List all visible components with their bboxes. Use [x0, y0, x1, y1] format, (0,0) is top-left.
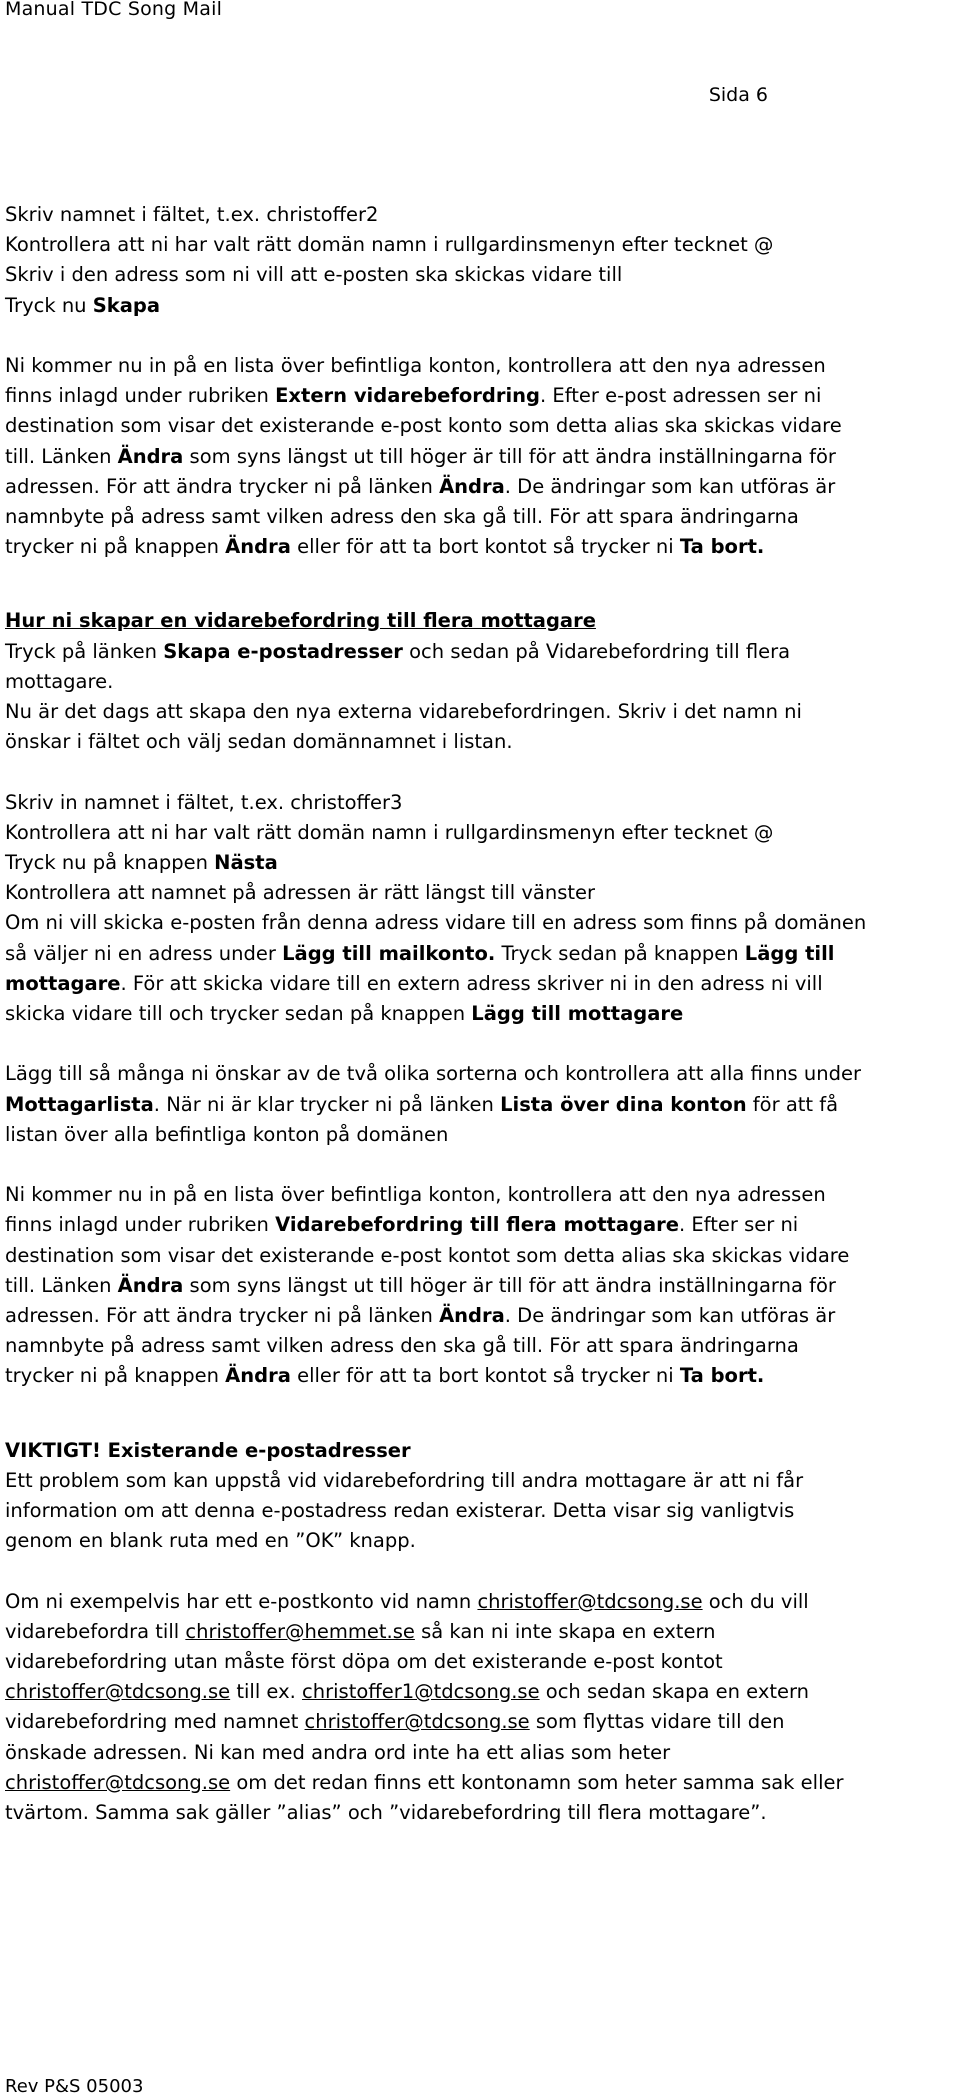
text-line	[5, 1768, 960, 1798]
paragraph-spacer	[5, 1029, 960, 1059]
text-run: Kontrollera att namnet på adressen är rätt längst till vänster	[5, 881, 596, 905]
text-line	[5, 999, 960, 1029]
text-line	[5, 1059, 960, 1089]
text-run: och du vill	[702, 1589, 809, 1613]
paragraph-spacer	[5, 1392, 960, 1436]
text-line	[5, 502, 960, 532]
text-line	[5, 1647, 960, 1677]
bold-term: Extern vidarebefordring	[275, 384, 540, 408]
text-line	[5, 1331, 960, 1361]
text-run: eller för att ta bort kontot så trycker ni	[290, 535, 680, 559]
bold-term: Ändra	[117, 1273, 184, 1297]
text-run: vidarebefordring med namnet	[5, 1710, 305, 1734]
text-run: information om att denna e-postadress redan existerar. Detta visar sig vanligtvis	[5, 1499, 795, 1523]
bold-term: Lista över dina konton	[500, 1092, 747, 1116]
text-run: Ni kommer nu in på en lista över befintliga konton, kontrollera att den nya adressen	[5, 1183, 826, 1207]
bold-term: Vidarebefordring till flera mottagare	[275, 1213, 679, 1237]
text-line	[5, 1361, 960, 1391]
text-run: Ett problem som kan uppstå vid vidarebefordring till andra mottagare är att ni får	[5, 1468, 804, 1492]
text-line	[5, 1120, 960, 1150]
page-number: Sida 6	[708, 84, 768, 106]
bold-term: Ändra	[117, 444, 184, 468]
paragraph-spacer	[5, 1556, 960, 1586]
text-run: och sedan på Vidarebefordring till flera	[402, 639, 791, 663]
bold-term: Ta bort.	[679, 535, 765, 559]
text-line	[5, 878, 960, 908]
text-run: önskade adressen. Ni kan med andra ord inte ha ett alias som heter	[5, 1740, 671, 1764]
paragraph	[5, 200, 960, 321]
text-line	[5, 969, 960, 999]
text-run: finns inlagd under rubriken	[5, 384, 276, 408]
paragraph-spacer	[5, 321, 960, 351]
paragraph	[5, 351, 960, 562]
text-run: Skriv in namnet i fältet, t.ex. christoffer3	[5, 790, 403, 814]
text-line	[5, 1677, 960, 1707]
bold-term: Skapa	[92, 293, 161, 317]
text-run: adressen. För att ändra trycker ni på länken	[5, 474, 440, 498]
bold-term: mottagare	[5, 971, 121, 995]
text-run: skicka vidare till och trycker sedan på knappen	[5, 1002, 472, 1026]
text-line	[5, 1210, 960, 1240]
text-run: . När ni är klar trycker ni på länken	[153, 1092, 501, 1116]
text-line	[5, 1798, 960, 1828]
text-line	[5, 818, 960, 848]
text-line	[5, 1301, 960, 1331]
text-run: om det redan finns ett kontonamn som heter samma sak eller	[230, 1770, 844, 1794]
bold-term: Ta bort.	[679, 1364, 765, 1388]
text-line	[5, 1180, 960, 1210]
text-run: så väljer ni en adress under	[5, 941, 283, 965]
text-run: Lägg till så många ni önskar av de två olika sorterna och kontrollera att alla finns under	[5, 1062, 862, 1086]
text-line	[5, 200, 960, 230]
text-line	[5, 908, 960, 938]
paragraph	[5, 1180, 960, 1391]
text-run: trycker ni på knappen	[5, 535, 226, 559]
text-line	[5, 727, 960, 757]
paragraph	[5, 1436, 960, 1557]
text-run: till ex.	[230, 1680, 303, 1704]
text-line	[5, 1587, 960, 1617]
paragraph-spacer	[5, 1150, 960, 1180]
text-line	[5, 1271, 960, 1301]
bold-term: Skapa e-postadresser	[163, 639, 403, 663]
bold-term: VIKTIGT! Existerande e-postadresser	[5, 1438, 411, 1462]
email-link[interactable]: christoffer@hemmet.se	[185, 1619, 415, 1643]
text-run: som syns längst ut till höger är till för att ändra inställningarna för	[183, 1273, 836, 1297]
paragraph	[5, 788, 960, 1030]
paragraph	[5, 606, 960, 757]
text-run: adressen. För att ändra trycker ni på länken	[5, 1304, 440, 1328]
text-line	[5, 1090, 960, 1120]
document-header-title: Manual TDC Song Mail	[5, 0, 223, 20]
text-line	[5, 848, 960, 878]
text-line	[5, 1707, 960, 1737]
text-run: tvärtom. Samma sak gäller ”alias” och ”vidarebefordring till flera mottagare”.	[5, 1801, 767, 1825]
paragraph	[5, 1587, 960, 1829]
text-line	[5, 381, 960, 411]
text-run: som syns längst ut till höger är till för att ändra inställningarna för	[183, 444, 836, 468]
paragraph-spacer	[5, 562, 960, 606]
text-run: . För att skicka vidare till en extern adress skriver ni in den adress ni vill	[120, 971, 823, 995]
text-run: finns inlagd under rubriken	[5, 1213, 276, 1237]
text-run: genom en blank ruta med en ”OK” knapp.	[5, 1529, 416, 1553]
text-run: destination som visar det existerande e-post kontot som detta alias ska skickas vidare	[5, 1243, 850, 1267]
bold-term: Ändra	[225, 1364, 291, 1388]
text-run: till. Länken	[5, 444, 118, 468]
text-run: som flyttas vidare till den	[529, 1710, 785, 1734]
text-run: . De ändringar som kan utföras är	[504, 474, 836, 498]
email-link[interactable]: christoffer@tdcsong.se	[477, 1589, 703, 1613]
text-run: Ni kommer nu in på en lista över befintliga konton, kontrollera att den nya adressen	[5, 354, 826, 377]
text-run: önskar i fältet och välj sedan domännamnet i listan.	[5, 730, 513, 754]
text-line	[5, 260, 960, 290]
text-run: Nu är det dags att skapa den nya externa vidarebefordringen. Skriv i det namn ni	[5, 700, 802, 724]
text-line	[5, 351, 960, 381]
text-line	[5, 1617, 960, 1647]
text-run: Tryck nu	[5, 293, 93, 317]
text-run: och sedan skapa en extern	[539, 1680, 810, 1704]
text-run: listan över alla befintliga konton på domänen	[5, 1122, 449, 1146]
bold-term: Ändra	[439, 474, 505, 498]
text-line	[5, 411, 960, 441]
text-run: destination som visar det existerande e-post konto som detta alias ska skickas vidare	[5, 414, 842, 438]
text-line	[5, 1436, 960, 1466]
text-run: Skriv namnet i fältet, t.ex. christoffer2	[5, 203, 379, 226]
text-run: Om ni exempelvis har ett e-postkonto vid namn	[5, 1589, 478, 1613]
bold-term: Mottagarlista	[5, 1092, 154, 1116]
bold-term: Ändra	[439, 1304, 505, 1328]
text-run: . Efter e-post adressen ser ni	[539, 384, 822, 408]
text-line	[5, 291, 960, 321]
text-line	[5, 472, 960, 502]
email-link[interactable]: christoffer1@tdcsong.se	[302, 1680, 540, 1704]
text-run: trycker ni på knappen	[5, 1364, 226, 1388]
text-line	[5, 1738, 960, 1768]
text-run: till. Länken	[5, 1273, 118, 1297]
text-run: vidarebefordra till	[5, 1619, 186, 1643]
document-footer: Rev P&S 05003	[5, 2076, 144, 2097]
text-line	[5, 1496, 960, 1526]
section-heading: Hur ni skapar en vidarebefordring till flera mottagare	[5, 609, 596, 633]
text-line	[5, 939, 960, 969]
text-run: mottagare.	[5, 669, 114, 693]
email-link[interactable]: christoffer@tdcsong.se	[304, 1710, 530, 1734]
text-run: så kan ni inte skapa en extern	[414, 1619, 716, 1643]
text-line	[5, 1526, 960, 1556]
paragraph-spacer	[5, 757, 960, 787]
bold-term: Lägg till	[744, 941, 835, 965]
text-run: vidarebefordring utan måste först döpa om det existerande e-post kontot	[5, 1650, 723, 1674]
text-line	[5, 230, 960, 260]
bold-term: Nästa	[214, 851, 278, 875]
text-run: eller för att ta bort kontot så trycker ni	[290, 1364, 680, 1388]
text-run: Kontrollera att ni har valt rätt domän namn i rullgardinsmenyn efter tecknet @	[5, 820, 774, 844]
text-run: namnbyte på adress samt vilken adress den ska gå till. För att spara ändringarna	[5, 1334, 799, 1358]
text-run: . De ändringar som kan utföras är	[504, 1304, 836, 1328]
text-line	[5, 1241, 960, 1271]
text-line	[5, 667, 960, 697]
text-run: för att få	[746, 1092, 839, 1116]
text-run: Kontrollera att ni har valt rätt domän namn i rullgardinsmenyn efter tecknet @	[5, 233, 774, 257]
text-line	[5, 442, 960, 472]
text-run: Skriv i den adress som ni vill att e-posten ska skickas vidare till	[5, 263, 623, 287]
paragraph	[5, 1059, 960, 1150]
text-run: namnbyte på adress samt vilken adress den ska gå till. För att spara ändringarna	[5, 505, 799, 529]
email-link[interactable]: christoffer@tdcsong.se	[5, 1770, 231, 1794]
text-line	[5, 606, 960, 636]
text-line	[5, 1466, 960, 1496]
text-run: Tryck på länken	[5, 639, 164, 663]
text-line	[5, 697, 960, 727]
email-link[interactable]: christoffer@tdcsong.se	[5, 1680, 231, 1704]
document-body	[5, 200, 960, 1828]
text-line	[5, 637, 960, 667]
text-run: . Efter ser ni	[678, 1213, 799, 1237]
text-line	[5, 532, 960, 562]
bold-term: Ändra	[225, 535, 291, 559]
text-run: Om ni vill skicka e-posten från denna adress vidare till en adress som finns på domänen	[5, 911, 867, 935]
bold-term: Lägg till mottagare	[471, 1002, 684, 1026]
text-line	[5, 788, 960, 818]
bold-term: Lägg till mailkonto.	[282, 941, 496, 965]
text-run: Tryck sedan på knappen	[495, 941, 745, 965]
text-run: Tryck nu på knappen	[5, 851, 215, 875]
